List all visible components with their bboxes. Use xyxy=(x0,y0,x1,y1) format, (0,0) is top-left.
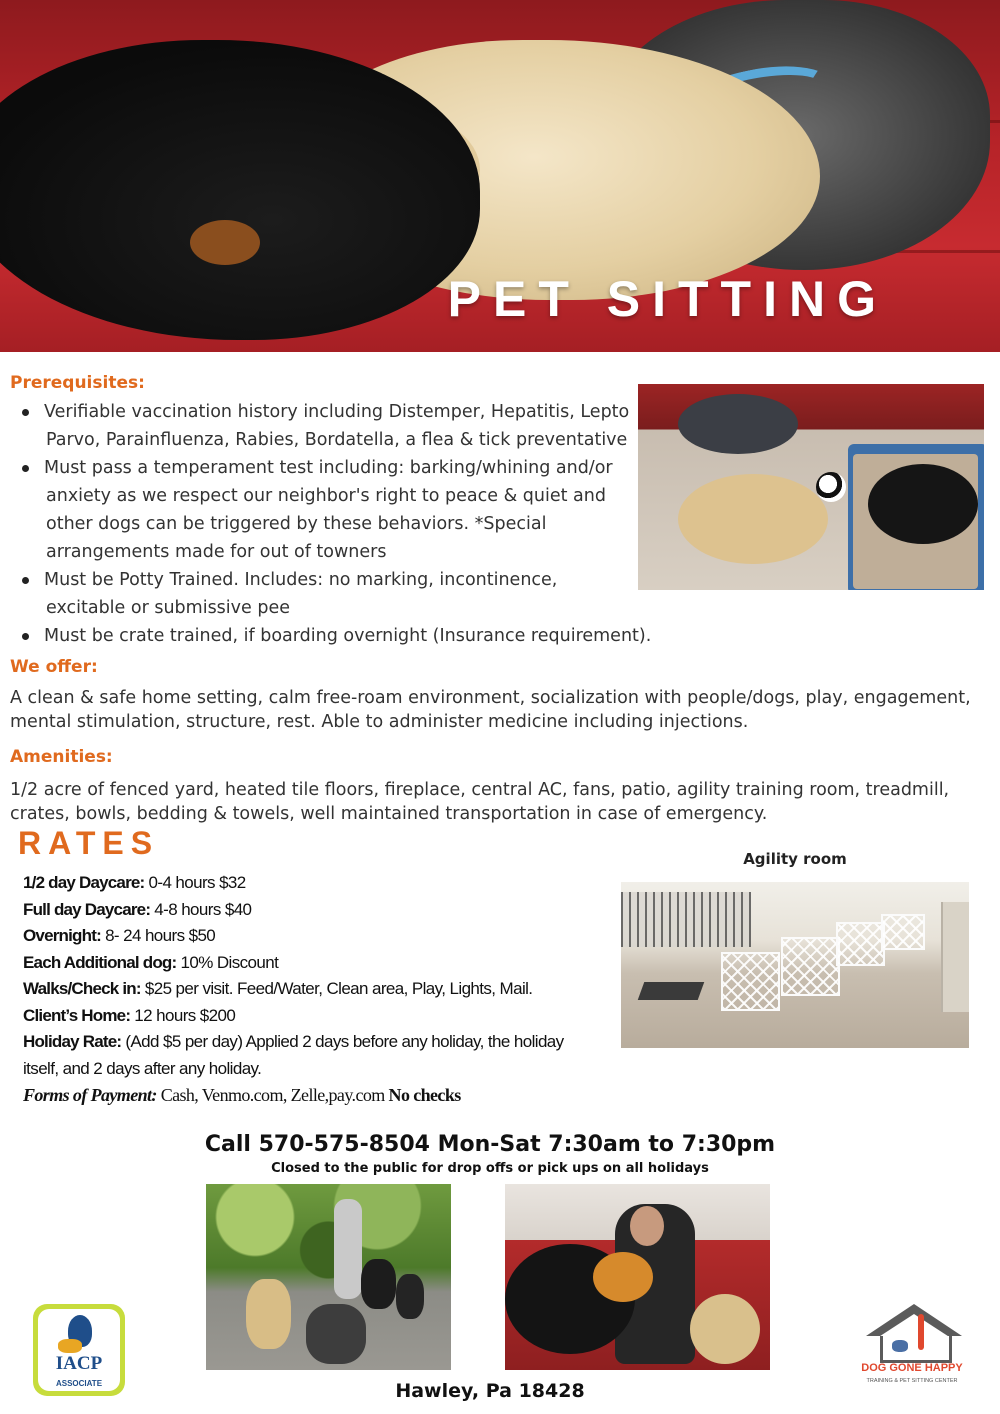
rate-value: $25 per visit. Feed/Water, Clean area, Play, Lights, Mail. xyxy=(140,979,533,998)
sitter-with-dogs-photo xyxy=(505,1184,770,1370)
rate-value: 10% Discount xyxy=(176,952,279,972)
rate-label: Client’s Home: xyxy=(23,1005,131,1025)
crates xyxy=(621,892,751,947)
dog-icon xyxy=(58,1339,82,1353)
prerequisites-list xyxy=(20,398,660,650)
rate-row xyxy=(23,1029,623,1056)
rates-list xyxy=(23,870,623,1082)
page-title: PET SITTING xyxy=(447,271,888,327)
rate-value: (Add $5 per day) Applied 2 days before any holiday, the holiday xyxy=(121,1032,564,1051)
rates-heading: RATES xyxy=(18,825,160,861)
iacp-associate-text: ASSOCIATE xyxy=(55,1379,103,1388)
list-item-line: arrangements made for out of towners xyxy=(46,542,387,562)
dog-walk-photo xyxy=(206,1184,451,1370)
agility-fence xyxy=(721,952,780,1011)
agility-fence xyxy=(836,922,885,966)
yellow-lab xyxy=(678,474,828,564)
rate-label: Full day Daycare: xyxy=(23,899,151,919)
rate-label: Each Additional dog: xyxy=(23,952,177,972)
payment-note: No checks xyxy=(388,1085,461,1105)
grey-dog xyxy=(306,1304,366,1364)
rate-row xyxy=(23,870,623,897)
hero-photo xyxy=(0,0,1000,352)
rate-value: 8- 24 hours $50 xyxy=(100,926,216,945)
rate-value: 0-4 hours $32 xyxy=(144,873,246,892)
dog-gone-happy-logo xyxy=(850,1300,974,1392)
list-item-line: excitable or submissive pee xyxy=(46,598,290,618)
logo-name: DOG GONE HAPPY xyxy=(861,1362,963,1374)
contact-phone-hours: Call 570-575-8504 Mon-Sat 7:30am to 7:30pm xyxy=(204,1132,776,1157)
list-item xyxy=(20,398,660,454)
rate-label: 1/2 day Daycare: xyxy=(23,873,145,892)
amenities-heading: Amenities: xyxy=(10,747,113,767)
rate-value: 12 hours $200 xyxy=(130,1005,236,1025)
pet-icon xyxy=(892,1340,908,1352)
agility-room-photo xyxy=(621,882,969,1048)
list-item xyxy=(20,622,660,650)
iacp-logo-text: IACP xyxy=(55,1353,103,1374)
soccer-ball xyxy=(816,472,846,502)
list-item xyxy=(20,454,660,566)
rate-row xyxy=(23,897,623,924)
agility-fence xyxy=(881,914,925,950)
rate-label: Holiday Rate: xyxy=(23,1032,122,1051)
yellow-lab xyxy=(690,1294,760,1364)
dogs-playroom-photo xyxy=(638,384,984,590)
walker xyxy=(334,1199,362,1299)
rate-row-continued: itself, and 2 days after any holiday. xyxy=(23,1058,262,1078)
door xyxy=(941,902,969,1012)
iacp-logo-inner xyxy=(38,1309,120,1391)
black-dog xyxy=(868,464,978,544)
rate-label: Walks/Check in: xyxy=(23,979,141,998)
list-item-line: Must be crate trained, if boarding overnight (Insurance requirement). xyxy=(44,626,652,646)
rate-value: 4-8 hours $40 xyxy=(150,899,252,919)
amenities-text xyxy=(10,778,949,826)
list-item-line: other dogs can be triggered by these behaviors. *Special xyxy=(46,514,547,534)
list-item-line: Must pass a temperament test including: barking/whining and/or xyxy=(44,458,613,478)
address: Hawley, Pa 18428 xyxy=(395,1380,585,1402)
list-item-line: Parvo, Parainfluenza, Rabies, Bordatella, a flea & tick preventative xyxy=(46,430,628,450)
offer-heading: We offer: xyxy=(10,657,98,677)
rate-row xyxy=(23,1003,623,1030)
amenities-line: 1/2 acre of fenced yard, heated tile floors, fireplace, central AC, fans, patio, agility training room, treadmill, xyxy=(10,780,950,800)
offer-line: mental stimulation, structure, rest. Able to administer medicine including injections. xyxy=(10,712,749,732)
holiday-notice: Closed to the public for drop offs or pick ups on all holidays xyxy=(271,1161,709,1176)
rate-row xyxy=(23,950,623,977)
pomeranian xyxy=(593,1252,653,1302)
offer-line: A clean & safe home setting, calm free-roam environment, socialization with people/dogs, play, engagement, xyxy=(10,688,971,708)
payment-label: Forms of Payment: xyxy=(23,1085,157,1105)
payment-methods xyxy=(23,1085,461,1106)
offer-text xyxy=(10,686,971,734)
exercise-mat xyxy=(638,982,705,1000)
list-item xyxy=(20,566,660,622)
rate-label: Overnight: xyxy=(23,926,101,945)
rottweiler-tan-mark xyxy=(190,220,260,265)
black-dog xyxy=(396,1274,424,1319)
payment-list: Cash, Venmo.com, Zelle,pay.com xyxy=(156,1085,389,1105)
logo-tagline: TRAINING & PET SITTING CENTER xyxy=(866,1378,958,1384)
grey-dog xyxy=(678,394,798,454)
list-item-line: Must be Potty Trained. Includes: no marking, incontinence, xyxy=(44,570,558,590)
agility-fence xyxy=(781,937,840,996)
yellow-lab xyxy=(246,1279,291,1349)
house-walls xyxy=(880,1336,952,1363)
agility-room-caption: Agility room xyxy=(743,850,847,868)
list-item-line: anxiety as we respect our neighbor's right to peace & quiet and xyxy=(46,486,606,506)
rottweiler xyxy=(361,1259,396,1309)
person-icon xyxy=(918,1314,924,1350)
sitter-face xyxy=(630,1206,664,1246)
rate-row xyxy=(23,923,623,950)
rate-row xyxy=(23,976,623,1003)
prerequisites-heading: Prerequisites: xyxy=(10,373,145,393)
amenities-line: crates, bowls, bedding & towels, well maintained transportation in case of emergency. xyxy=(10,804,768,824)
list-item-line: Verifiable vaccination history including Distemper, Hepatitis, Lepto xyxy=(44,402,630,422)
